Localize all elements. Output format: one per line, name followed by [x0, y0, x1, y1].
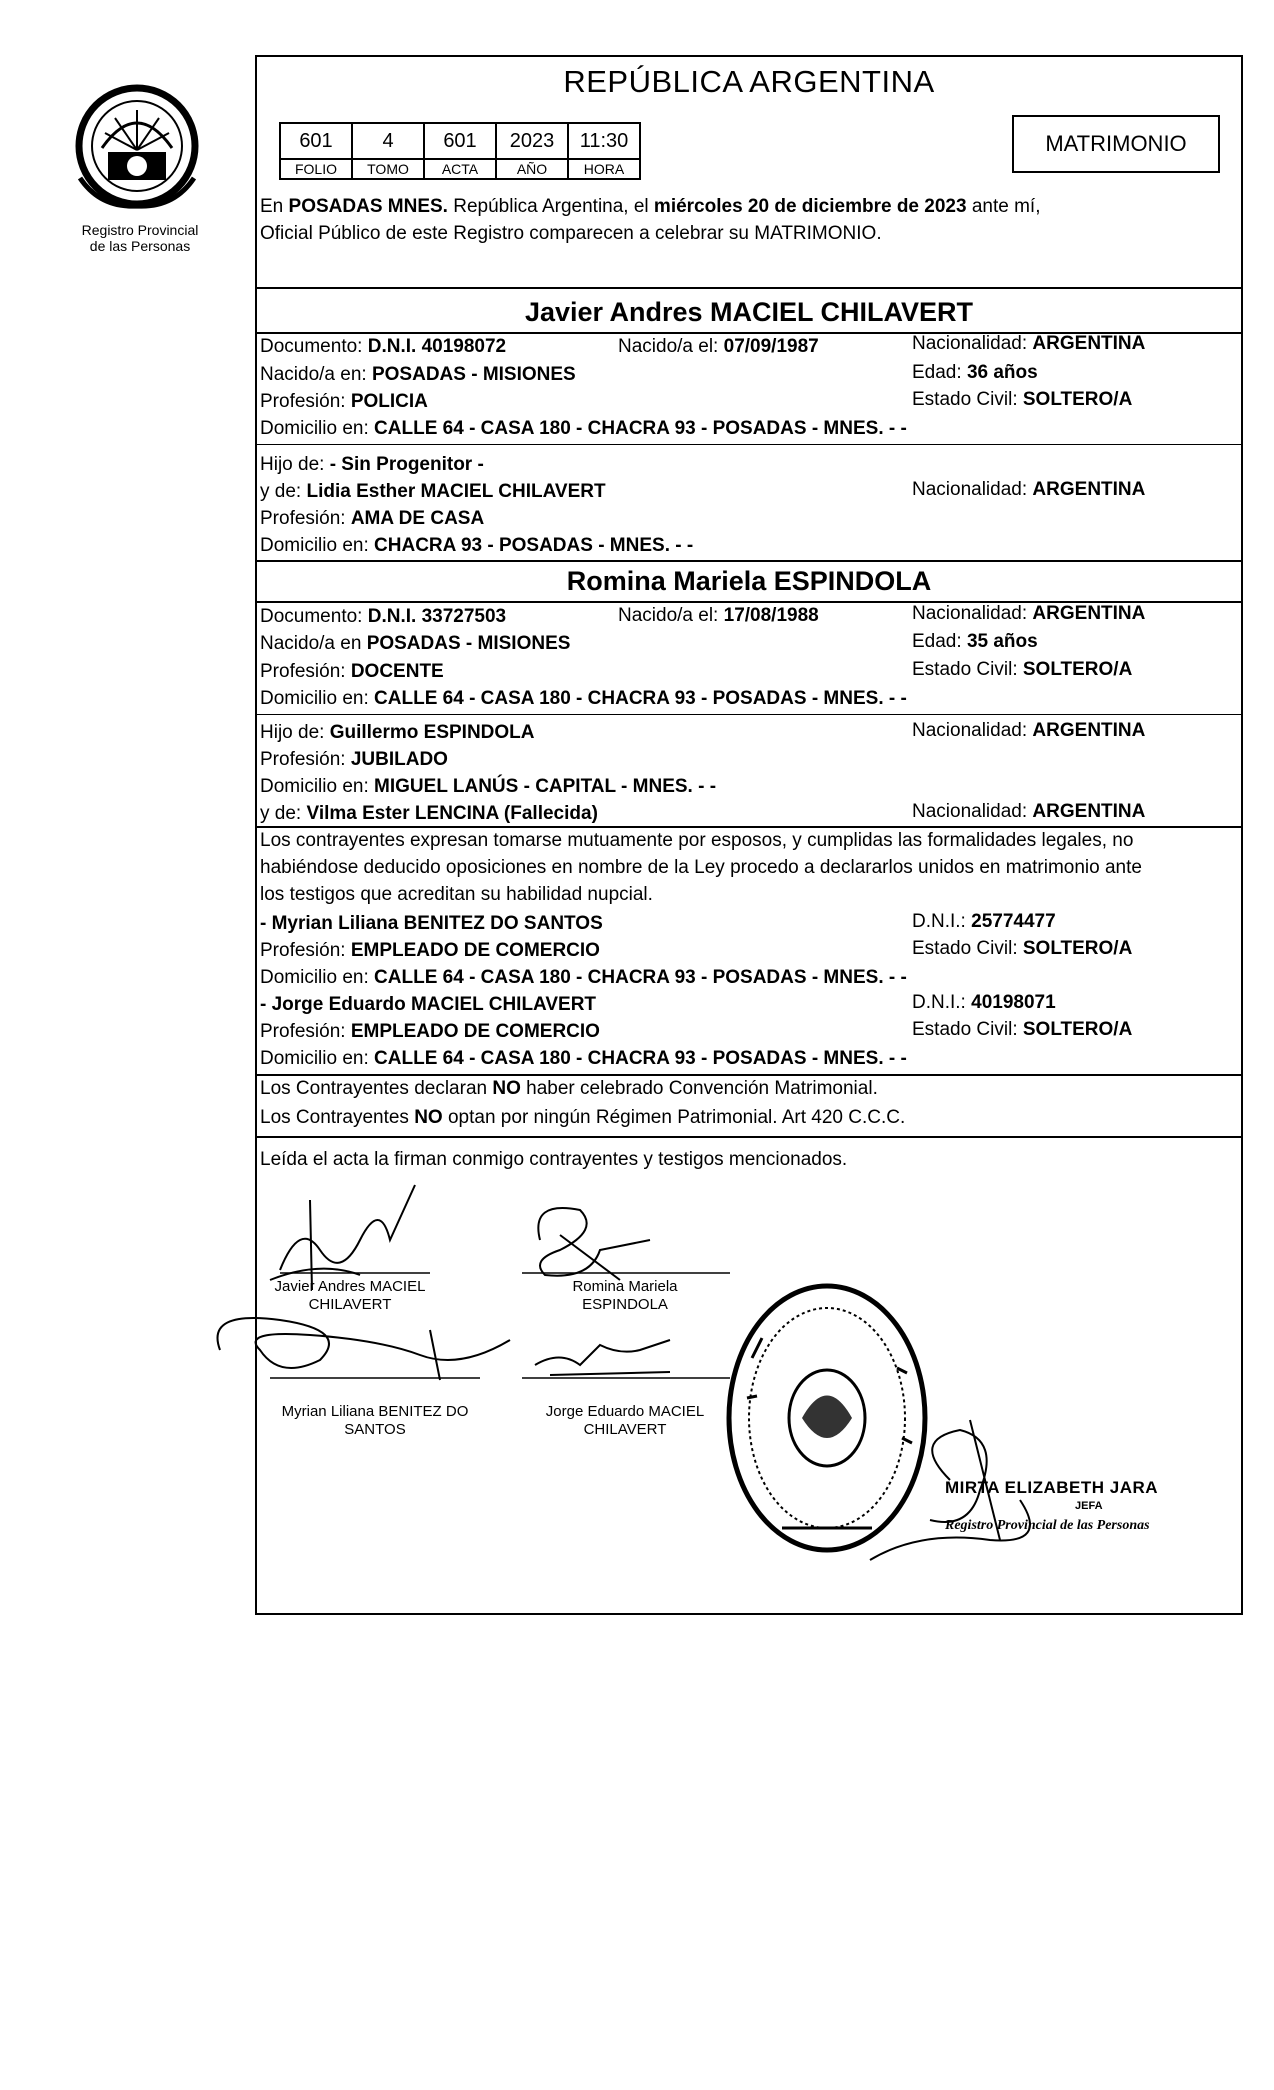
acta-value: 601	[424, 123, 496, 159]
folio-value: 601	[280, 123, 352, 159]
groom-document: Documento: D.N.I. 40198072	[260, 336, 507, 357]
groom-nationality: Nacionalidad: ARGENTINA	[912, 333, 1146, 354]
acta-label: ACTA	[424, 159, 496, 179]
bride-civil-status: Estado Civil: SOLTERO/A	[912, 659, 1133, 680]
groom-parent-1: Hijo de: - Sin Progenitor -	[260, 454, 484, 475]
groom-parent-2-address: Domicilio en: CHACRA 93 - POSADAS - MNES. - -	[260, 535, 694, 556]
bride-parent-1-nationality: Nacionalidad: ARGENTINA	[912, 720, 1146, 741]
bride-address: Domicilio en: CALLE 64 - CASA 180 - CHACRA 93 - POSADAS - MNES. - -	[260, 688, 907, 709]
bride-parent-1-profession: Profesión: JUBILADO	[260, 749, 448, 770]
witness-1-address: Domicilio en: CALLE 64 - CASA 180 - CHACRA 93 - POSADAS - MNES. - -	[260, 967, 907, 988]
witness-1-signature-label: Myrian Liliana BENITEZ DO SANTOS	[281, 1403, 469, 1438]
witness-2-address: Domicilio en: CALLE 64 - CASA 180 - CHACRA 93 - POSADAS - MNES. - -	[260, 1048, 907, 1069]
witness-2-signature-label: Jorge Eduardo MACIEL CHILAVERT	[545, 1403, 705, 1438]
declaration-line-1: Los contrayentes expresan tomarse mutuamente por esposos, y cumplidas las formalidades legales, no	[260, 830, 1134, 851]
official-name: MIRTA ELIZABETH JARA	[945, 1478, 1159, 1497]
closing-text: Leída el acta la firman conmigo contrayentes y testigos mencionados.	[260, 1149, 848, 1170]
hour-label: HORA	[568, 159, 640, 179]
intro-line-1: En POSADAS MNES. República Argentina, el miércoles 20 de diciembre de 2023 ante mí,	[260, 196, 1041, 217]
bride-age: Edad: 35 años	[912, 631, 1038, 652]
bride-birthplace: Nacido/a en POSADAS - MISIONES	[260, 633, 571, 654]
note-regime: Los Contrayentes NO optan por ningún Régimen Patrimonial. Art 420 C.C.C.	[260, 1107, 906, 1128]
bride-parent-2: y de: Vilma Ester LENCINA (Fallecida)	[260, 803, 598, 824]
official-office: Registro Provincial de las Personas	[945, 1518, 1150, 1533]
groom-name: Javier Andres MACIEL CHILAVERT	[524, 297, 974, 327]
witness-2-civil-status: Estado Civil: SOLTERO/A	[912, 1019, 1133, 1040]
bride-parent-1: Hijo de: Guillermo ESPINDOLA	[260, 722, 535, 743]
act-type-box: MATRIMONIO	[1012, 115, 1220, 173]
groom-address: Domicilio en: CALLE 64 - CASA 180 - CHACRA 93 - POSADAS - MNES. - -	[260, 418, 907, 439]
groom-parent-2-nationality: Nacionalidad: ARGENTINA	[912, 479, 1146, 500]
provincial-seal-icon	[70, 78, 205, 218]
act-reference-table	[279, 122, 641, 180]
groom-birthplace: Nacido/a en: POSADAS - MISIONES	[260, 364, 576, 385]
intro-line-2: Oficial Público de este Registro comparecen a celebrar su MATRIMONIO.	[260, 223, 882, 244]
groom-age: Edad: 36 años	[912, 362, 1038, 383]
bride-parent-1-address: Domicilio en: MIGUEL LANÚS - CAPITAL - MNES. - -	[260, 776, 717, 797]
groom-parent-2: y de: Lidia Esther MACIEL CHILAVERT	[260, 481, 606, 502]
year-label: AÑO	[496, 159, 568, 179]
witness-2-name: - Jorge Eduardo MACIEL CHILAVERT	[260, 994, 597, 1015]
declaration-line-2: habiéndose deducido oposiciones en nombre de la Ley procedo a declararlos unidos en matrimonio ante	[260, 857, 1142, 878]
note-convention: Los Contrayentes declaran NO haber celebrado Convención Matrimonial.	[260, 1078, 878, 1099]
hour-value: 11:30	[568, 123, 640, 159]
tomo-label: TOMO	[352, 159, 424, 179]
bride-document: Documento: D.N.I. 33727503	[260, 606, 507, 627]
witness-1-profession: Profesión: EMPLEADO DE COMERCIO	[260, 940, 600, 961]
groom-civil-status: Estado Civil: SOLTERO/A	[912, 389, 1133, 410]
tomo-value: 4	[352, 123, 424, 159]
bride-profession: Profesión: DOCENTE	[260, 661, 444, 682]
bride-name: Romina Mariela ESPINDOLA	[566, 566, 932, 596]
groom-signature-label: Javier Andres MACIEL CHILAVERT	[274, 1278, 426, 1313]
bride-signature-label: Romina Mariela ESPINDOLA	[572, 1278, 678, 1313]
witness-2-profession: Profesión: EMPLEADO DE COMERCIO	[260, 1021, 600, 1042]
groom-birthdate: Nacido/a el: 07/09/1987	[618, 336, 819, 357]
bride-birthdate: Nacido/a el: 17/08/1988	[618, 605, 819, 626]
witness-1-civil-status: Estado Civil: SOLTERO/A	[912, 938, 1133, 959]
country-title: REPÚBLICA ARGENTINA	[563, 64, 935, 99]
witness-1-dni: D.N.I.: 25774477	[912, 911, 1056, 932]
groom-parent-2-profession: Profesión: AMA DE CASA	[260, 508, 485, 529]
folio-label: FOLIO	[280, 159, 352, 179]
year-value: 2023	[496, 123, 568, 159]
witness-1-name: - Myrian Liliana BENITEZ DO SANTOS	[260, 913, 603, 934]
bride-parent-2-nationality: Nacionalidad: ARGENTINA	[912, 801, 1146, 822]
declaration-line-3: los testigos que acreditan su habilidad nupcial.	[260, 884, 653, 905]
groom-profession: Profesión: POLICIA	[260, 391, 428, 412]
registry-name: Registro Provincial de las Personas	[81, 222, 199, 254]
witness-2-dni: D.N.I.: 40198071	[912, 992, 1056, 1013]
bride-nationality: Nacionalidad: ARGENTINA	[912, 603, 1146, 624]
registry-logo	[70, 78, 205, 218]
official-title: JEFA	[1075, 1500, 1103, 1512]
